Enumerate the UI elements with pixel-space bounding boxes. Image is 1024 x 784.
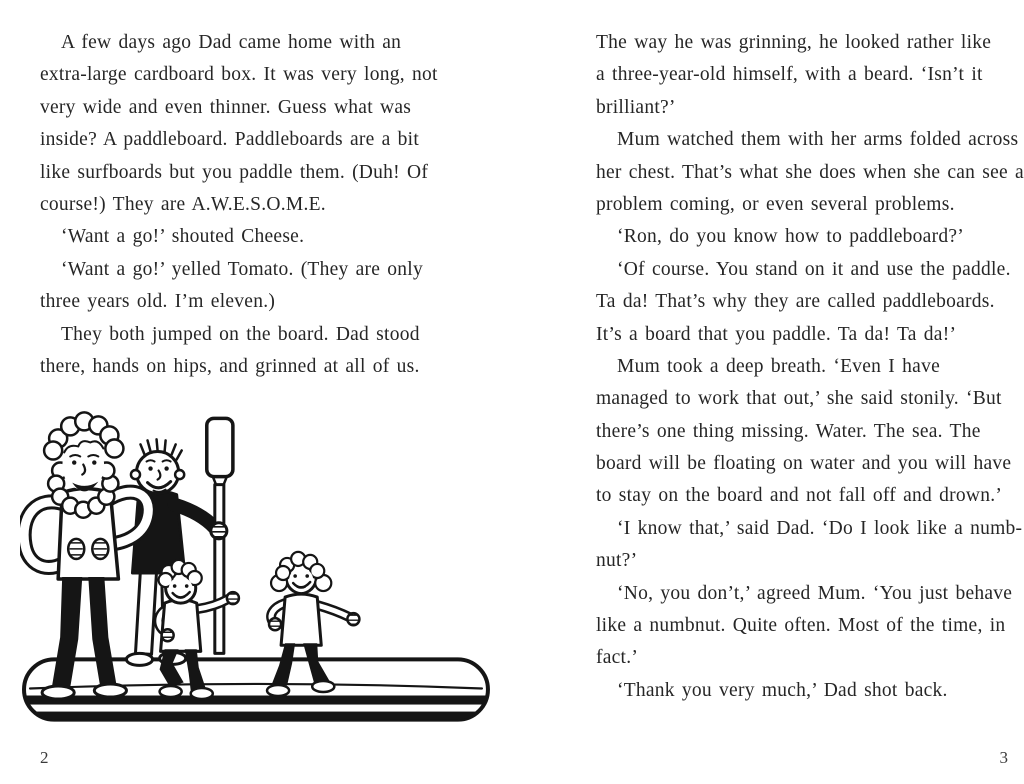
text-line: nut?’ (596, 550, 638, 572)
text-line: course!) They are A.W.E.S.O.M.E. (40, 193, 326, 215)
text-line: Ta da! That’s why they are called paddleboards. (596, 291, 995, 313)
text-line: It’s a board that you paddle. Ta da! Ta da!’ (596, 323, 957, 345)
text-line: ‘Want a go!’ yelled Tomato. (They are only (61, 258, 423, 280)
text-line: there, hands on hips, and grinned at all of us. (40, 355, 420, 377)
text-line: to stay on the board and not fall off and drown.’ (596, 485, 1003, 507)
page-right-text (596, 27, 1024, 707)
text-line: board will be floating on water and you will have (596, 453, 1012, 475)
text-line: like a numbnut. Quite often. Most of the time, in (596, 615, 1006, 637)
text-line: ‘Thank you very much,’ Dad shot back. (617, 679, 948, 701)
page-left-text (40, 27, 452, 383)
text-line: The way he was grinning, he looked rather like (596, 32, 992, 53)
text-line: inside? A paddleboard. Paddleboards are a bit (40, 129, 420, 151)
text-line: ‘Of course. You stand on it and use the paddle. (617, 258, 1011, 280)
text-line: extra-large cardboard box. It was very long, not (40, 64, 438, 86)
paddle (207, 418, 233, 653)
text-line: very wide and even thinner. Guess what was (40, 96, 412, 118)
text-line: Mum watched them with her arms folded across (617, 129, 1019, 151)
text-line: Mum took a deep breath. ‘Even I have (617, 355, 940, 377)
page-number-right: 3 (999, 748, 1008, 767)
paddleboard-illustration (20, 400, 500, 750)
text-line: They both jumped on the board. Dad stood (61, 323, 420, 345)
text-line: ‘Ron, do you know how to paddleboard?’ (617, 226, 964, 248)
text-line: ‘I know that,’ said Dad. ‘Do I look like a numb- (617, 517, 1023, 539)
text-line: ‘Want a go!’ shouted Cheese. (61, 226, 305, 248)
page-number-left: 2 (40, 748, 49, 767)
text-line: brilliant?’ (596, 96, 676, 118)
text-line: like surfboards but you paddle them. (Duh! Of (40, 161, 429, 183)
text-line: there’s one thing missing. Water. The sea. The (596, 420, 981, 442)
text-line: fact.’ (596, 647, 639, 669)
text-line: her chest. That’s what she does when she can see a (596, 161, 1024, 183)
text-line: ‘No, you don’t,’ agreed Mum. ‘You just behave (617, 582, 1013, 604)
text-line: a three-year-old himself, with a beard. ‘Isn’t it (596, 64, 983, 86)
paddleboard-board (20, 659, 500, 720)
text-line: A few days ago Dad came home with an (61, 32, 402, 53)
text-line: three years old. I’m eleven.) (40, 291, 276, 313)
text-line: problem coming, or even several problems. (596, 193, 955, 215)
text-line: managed to work that out,’ she said stonily. ‘But (596, 388, 1002, 410)
